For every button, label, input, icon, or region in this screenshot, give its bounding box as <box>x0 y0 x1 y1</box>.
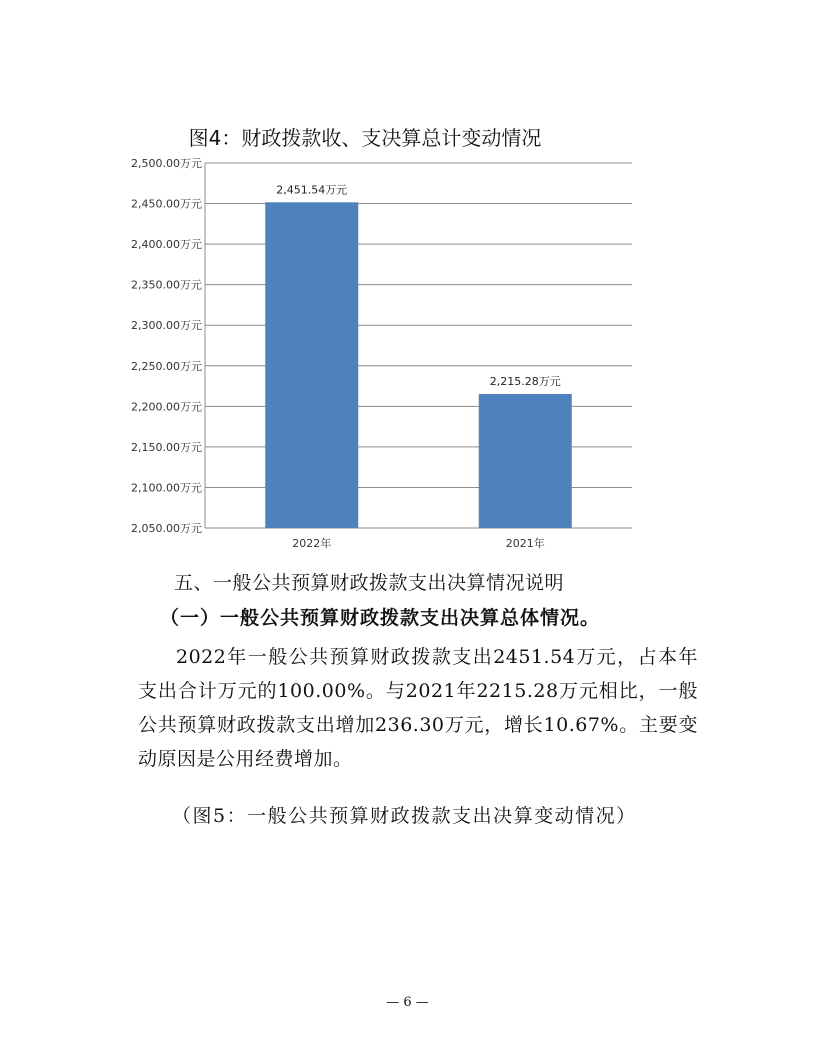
section-heading: 五、一般公共预算财政拨款支出决算情况说明 <box>174 572 565 594</box>
y-tick-label: 2,050.00万元 <box>131 522 202 535</box>
chart-container <box>100 115 640 560</box>
y-tick-label: 2,450.00万元 <box>131 197 202 211</box>
data-label: 2,451.54万元 <box>276 183 348 197</box>
y-tick-label: 2,200.00万元 <box>131 400 202 414</box>
y-tick-label: 2,350.00万元 <box>131 278 202 292</box>
y-tick-label: 2,500.00万元 <box>131 157 202 170</box>
y-tick-label: 2,400.00万元 <box>131 238 202 252</box>
figure-caption: （图5：一般公共预算财政拨款支出决算变动情况） <box>172 805 637 827</box>
x-category-label: 2022年 <box>292 537 332 550</box>
x-category-label: 2021年 <box>505 537 545 550</box>
data-label: 2,215.28万元 <box>489 374 561 388</box>
bar-2022 <box>265 202 358 528</box>
y-tick-label: 2,100.00万元 <box>131 481 202 495</box>
page-number: — 6 — <box>386 995 429 1010</box>
bar-chart <box>100 115 640 560</box>
y-tick-label: 2,250.00万元 <box>131 359 202 373</box>
bar-2021 <box>479 394 572 528</box>
subsection-heading: （一）一般公共预算财政拨款支出决算总体情况。 <box>160 607 601 629</box>
y-tick-label: 2,300.00万元 <box>131 319 202 333</box>
body-paragraph: 2022年一般公共预算财政拨款支出2451.54万元，占本年支出合计万元的100.00%。与2021年2215.28万元相比，一般公共预算财政拨款支出增加236.30万元，增长10.67%。主要变动原因是公用经费增加。 <box>138 646 698 770</box>
y-tick-label: 2,150.00万元 <box>131 440 202 454</box>
chart-title: 图4：财政拨款收、支决算总计变动情况 <box>188 126 542 150</box>
